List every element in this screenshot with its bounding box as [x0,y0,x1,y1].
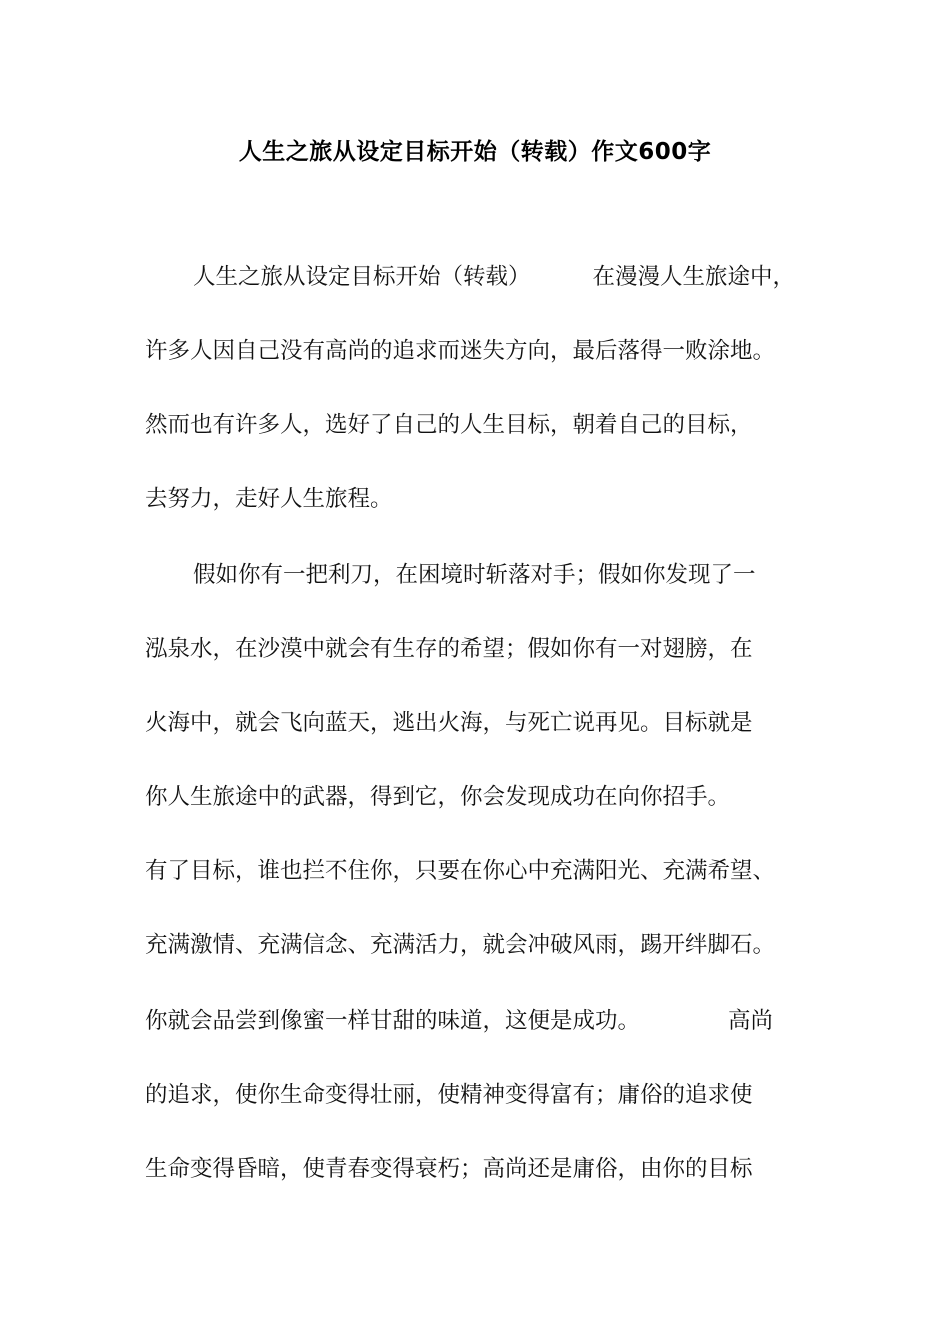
document-title: 人生之旅从设定目标开始（转载）作文600字 [238,139,712,165]
paragraph-line: 的追求，使你生命变得壮丽，使精神变得富有；庸俗的追求使 [145,1082,753,1108]
paragraph-line: 去努力，走好人生旅程。 [145,486,393,512]
paragraph-line: 生命变得昏暗，使青春变得衰朽；高尚还是庸俗，由你的目标 [145,1156,753,1182]
line-text: 你就会品尝到像蜜一样甘甜的味道，这便是成功。 [145,1008,641,1034]
inline-title: 人生之旅从设定目标开始（转载） [193,264,531,290]
paragraph-line: 有了目标，谁也拦不住你，只要在你心中充满阳光、充满希望、 [145,858,776,884]
paragraph-line: 你人生旅途中的武器，得到它，你会发现成功在向你招手。 [145,784,731,810]
paragraph-line: 充满激情、充满信念、充满活力，就会冲破风雨，踢开绊脚石。 [145,932,776,958]
paragraph-line: 火海中，就会飞向蓝天，逃出火海，与死亡说再见。目标就是 [145,710,753,736]
paragraph-line: 然而也有许多人，选好了自己的人生目标，朝着自己的目标， [145,412,753,438]
line-text: 在漫漫人生旅途中， [592,264,796,290]
paragraph-line [145,262,873,292]
line-text: 高尚 [728,1008,774,1034]
paragraph-line: 泓泉水，在沙漠中就会有生存的希望；假如你有一对翅膀，在 [145,636,753,662]
paragraph-line: 许多人因自己没有高尚的追求而迷失方向，最后落得一败涂地。 [145,338,776,364]
paragraph-line [145,1006,825,1036]
paragraph-line: 假如你有一把利刀，在困境时斩落对手；假如你发现了一 [193,562,756,588]
